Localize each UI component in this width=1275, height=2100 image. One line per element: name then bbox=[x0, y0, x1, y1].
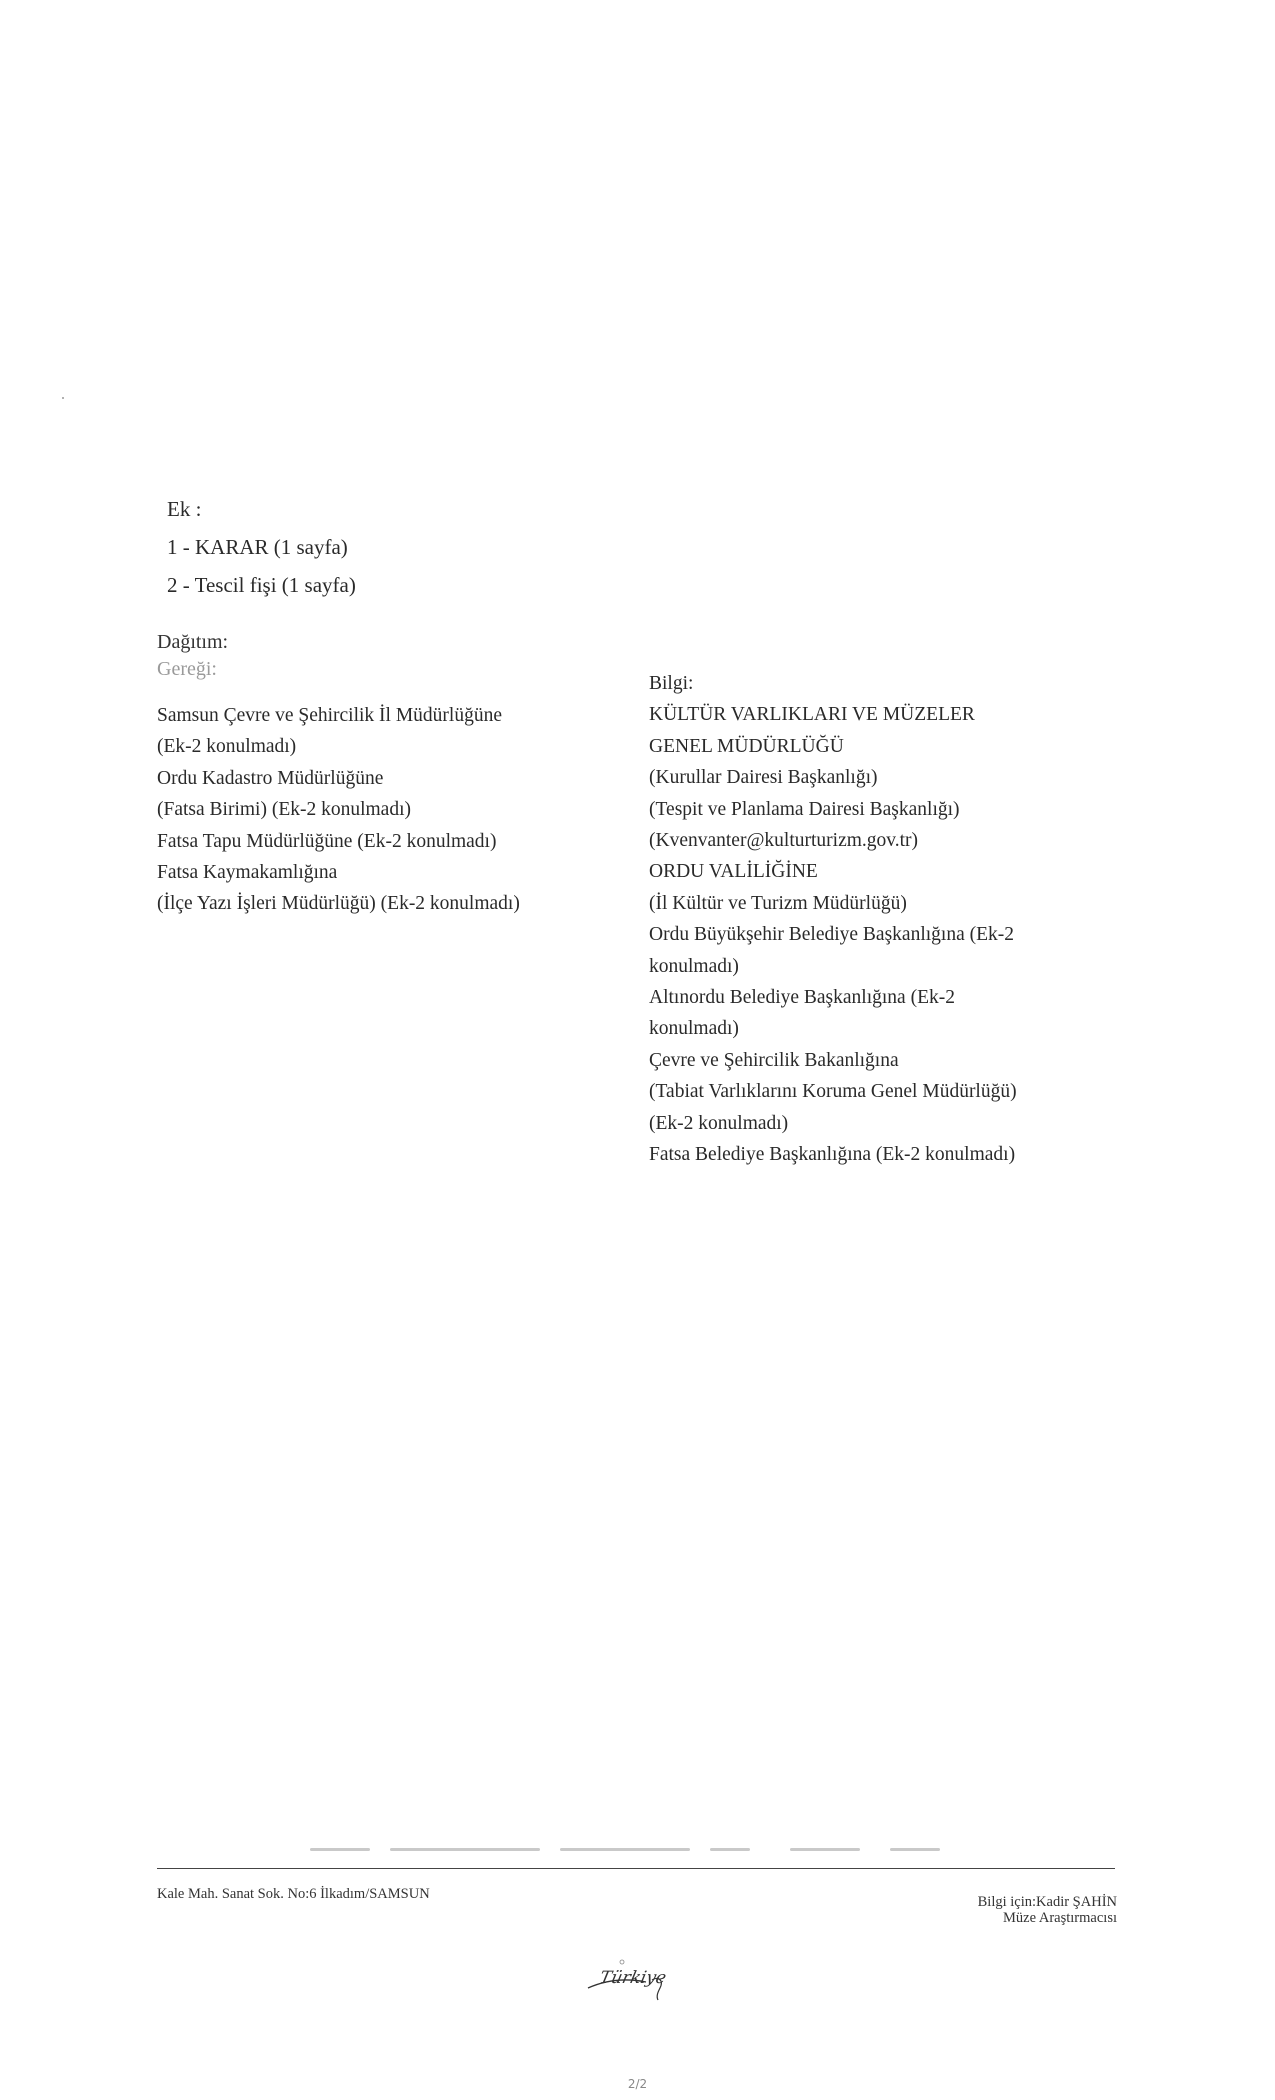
recipient-line: (Tespit ve Planlama Dairesi Başkanlığı) bbox=[649, 798, 960, 820]
page-number: 2/2 bbox=[627, 2077, 648, 2091]
recipient-line: (Fatsa Birimi) (Ek-2 konulmadı) bbox=[157, 799, 411, 821]
recipient-line: Ordu Büyükşehir Belediye Başkanlığına (Ek-2 bbox=[649, 924, 1015, 946]
recipient-line: (İl Kültür ve Turizm Müdürlüğü) bbox=[649, 892, 907, 914]
attachment-item: 2 - Tescil fişi (1 sayfa) bbox=[167, 573, 356, 597]
recipient-line: konulmadı) bbox=[649, 955, 739, 977]
footer-contact bbox=[978, 1894, 1117, 1926]
info-recipients-list bbox=[649, 668, 1129, 1171]
turkiye-logo bbox=[586, 1958, 686, 2008]
recipient-line: KÜLTÜR VARLIKLARI VE MÜZELER bbox=[649, 704, 975, 726]
action-recipients-list bbox=[157, 700, 627, 920]
logo-wordmark: Türkiye bbox=[597, 1968, 668, 1988]
recipient-line: GENEL MÜDÜRLÜĞÜ bbox=[649, 735, 844, 757]
footer-address: Kale Mah. Sanat Sok. No:6 İlkadım/SAMSUN bbox=[157, 1886, 430, 1902]
recipient-line: Samsun Çevre ve Şehircilik İl Müdürlüğüne bbox=[157, 705, 502, 726]
info-heading: Bilgi: bbox=[649, 673, 694, 694]
footer-divider bbox=[157, 1868, 1115, 1869]
recipient-line: (Tabiat Varlıklarını Koruma Genel Müdürlüğü) bbox=[649, 1081, 1017, 1103]
faded-footer-text bbox=[290, 1840, 1120, 1864]
recipient-line: Ordu Kadastro Müdürlüğüne bbox=[157, 767, 384, 789]
recipient-line: (Ek-2 konulmadı) bbox=[157, 736, 297, 758]
recipient-line: (Kurullar Dairesi Başkanlığı) bbox=[649, 767, 878, 789]
attachments-block bbox=[167, 490, 356, 604]
distribution-heading: Dağıtım: bbox=[157, 631, 229, 653]
contact-title: Müze Araştırmacısı bbox=[1003, 1910, 1117, 1926]
recipient-line: Fatsa Tapu Müdürlüğüne (Ek-2 konulmadı) bbox=[157, 830, 497, 852]
attachment-item: 1 - KARAR (1 sayfa) bbox=[167, 535, 348, 559]
recipient-line: ORDU VALİLİĞİNE bbox=[649, 861, 818, 883]
scan-speck bbox=[62, 397, 64, 399]
contact-person: Bilgi için:Kadir ŞAHİN bbox=[977, 1894, 1117, 1910]
action-heading: Gereği: bbox=[157, 658, 217, 680]
recipient-line: Çevre ve Şehircilik Bakanlığına bbox=[649, 1049, 899, 1071]
recipient-line: Fatsa Kaymakamlığına bbox=[157, 862, 338, 884]
recipient-line: konulmadı) bbox=[649, 1018, 739, 1040]
recipient-line: (İlçe Yazı İşleri Müdürlüğü) (Ek-2 konulmadı) bbox=[157, 893, 520, 915]
attachments-heading: Ek : bbox=[167, 497, 202, 521]
recipient-line: (Ek-2 konulmadı) bbox=[649, 1112, 789, 1134]
recipient-line: Altınordu Belediye Başkanlığına (Ek-2 bbox=[649, 987, 955, 1009]
recipient-line: Fatsa Belediye Başkanlığına (Ek-2 konulmadı) bbox=[649, 1144, 1016, 1166]
recipient-line: (Kvenvanter@kulturturizm.gov.tr) bbox=[649, 830, 919, 852]
